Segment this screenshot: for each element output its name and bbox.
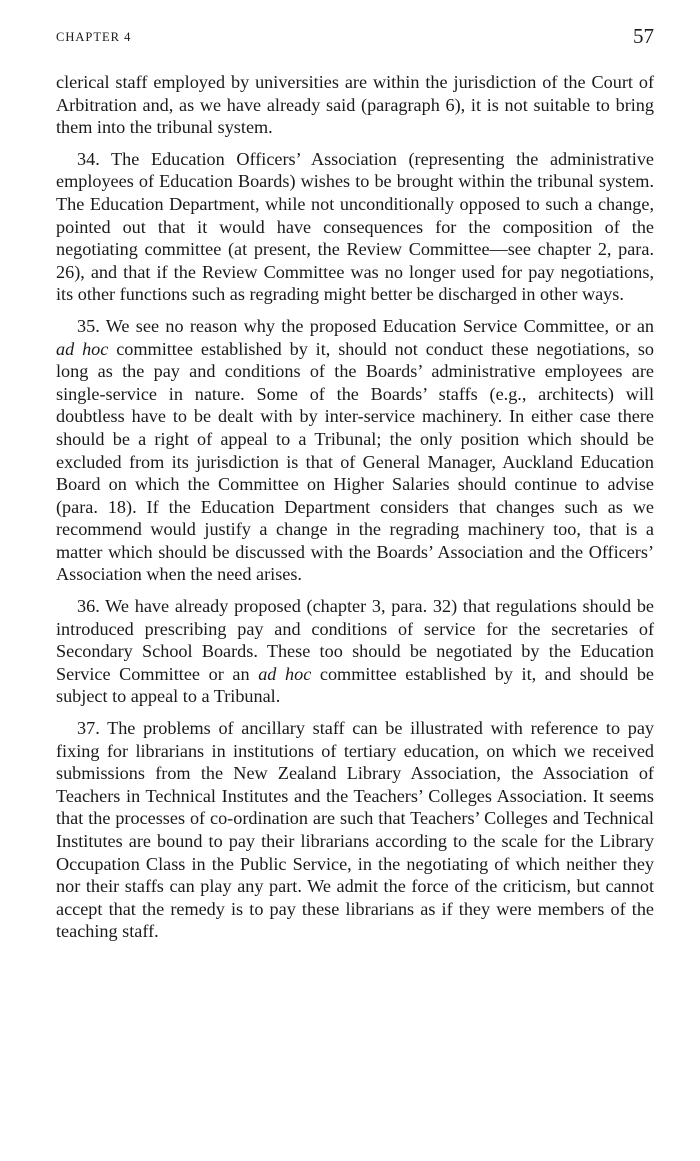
paragraph-35-part-a: 35. We see no reason why the proposed Education Service Committee, or an <box>77 315 654 336</box>
page-number: 57 <box>633 24 654 48</box>
paragraph-36-part-b: committee established by it, and should be subject to appeal to a Tribunal. <box>56 663 654 707</box>
running-header <box>56 24 654 50</box>
paragraph-34: 34. The Education Officers’ Association (representing the administrative employees of Education Boards) wishes to be brought within the tribunal system. The Education Department, while not unconditionally opposed to such a change, pointed out that it would have consequences for the composition of the negotiating committee (at present, the Review Committee—see chapter 2, para. 26), and that if the Review Committee was no longer used for pay negotiations, its other functions such as regrading might better be discharged in other ways. <box>56 148 654 305</box>
chapter-heading: CHAPTER 4 <box>56 30 132 44</box>
paragraph-35 <box>56 315 654 586</box>
paragraph-36-italic: ad hoc <box>258 663 312 684</box>
body-text <box>56 71 654 952</box>
paragraph-35-part-b: committee established by it, should not conduct these negotiations, so long as the pay and conditions of the Boards’ administrative employees are single-service in nature. Some of the Boards’ staffs (e.g., architects) will doubtless have to be dealt with by inter-service machinery. In either case there should be a right of appeal to a Tribunal; the only position which should be excluded from its jurisdiction is that of General Manager, Auckland Education Board on which the Committee on Higher Salaries should continue to advise (para. 18). If the Education Department considers that changes such as we recommend would justify a change in the regrading machinery too, that is a matter which should be discussed with the Boards’ Association and the Officers’ Association when the need arises. <box>56 338 654 585</box>
paragraph-36-part-a: 36. We have already proposed (chapter 3, para. 32) that regulations should be introduced prescribing pay and conditions of service for the secretaries of Secondary School Boards. These too should be negotiated by the Education Service Committee or an <box>56 596 654 684</box>
paragraph-35-italic: ad hoc <box>56 338 109 359</box>
paragraph-36 <box>56 595 654 708</box>
paragraph-37: 37. The problems of ancillary staff can be illustrated with reference to pay fixing for librarians in institutions of tertiary education, on which we received submissions from the New Zealand Library Association, the Association of Teachers in Technical Institutes and the Teachers’ Colleges Association. It seems that the processes of co-ordination are such that Teachers’ Colleges and Technical Institutes are bound to pay their librarians according to the scale for the Library Occupation Class in the Public Service, in the negotiating of which neither they nor their staffs can play any part. We admit the force of the criticism, but cannot accept that the remedy is to pay these librarians as if they were members of the teaching staff. <box>56 718 654 942</box>
paragraph-continued: clerical staff employed by universities are within the jurisdiction of the Court of Arbitration and, as we have already said (paragraph 6), it is not suitable to bring them into the tribunal system. <box>56 72 654 138</box>
